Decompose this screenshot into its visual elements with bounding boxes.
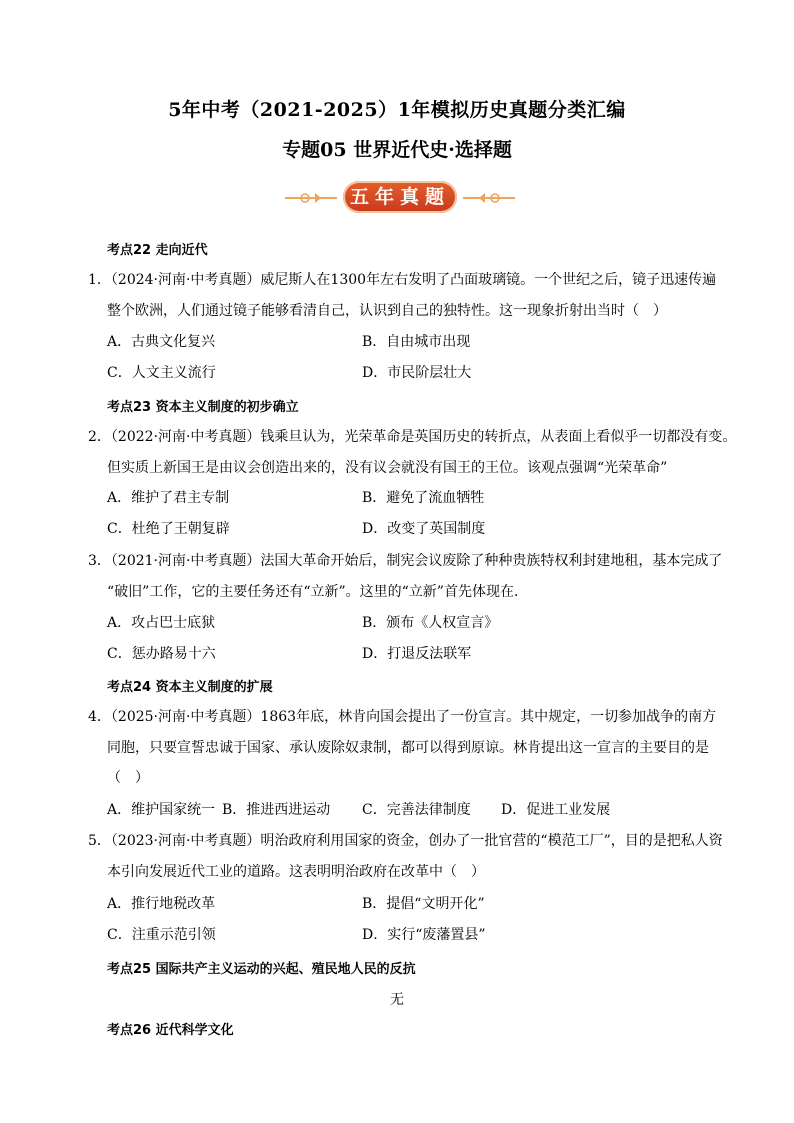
section-heading-26: 考点26 近代科学文化 — [107, 1023, 234, 1038]
banner-label: 五年真题 — [343, 181, 457, 213]
q5-option-a[interactable]: A．推行地税改革 — [107, 896, 216, 912]
q4-stem-line2: 同胞，只要宣誓忠诚于国家、承认废除奴隶制，都可以得到原谅。林肯提出这一宣言的主要目的是 — [107, 740, 709, 756]
q3-option-d[interactable]: D．打退反法联军 — [362, 646, 472, 662]
q3-option-a[interactable]: A．攻占巴士底狱 — [107, 615, 216, 631]
section-heading-22: 考点22 走向近代 — [107, 243, 208, 258]
q4-option-d[interactable]: D．促进工业发展 — [501, 802, 611, 818]
q1-stem-line1: 1．（2024·河南·中考真题）威尼斯人在1300年左右发明了凸面玻璃镜。一个世纪之后，镜子迅速传遍 — [88, 272, 717, 288]
document-title: 5年中考（2021-2025）1年模拟历史真题分类汇编 — [168, 99, 626, 121]
q4-option-b[interactable]: B．推进西进运动 — [222, 802, 331, 818]
q3-option-b[interactable]: B．颁布《人权宣言》 — [362, 615, 499, 631]
q5-option-d[interactable]: D．实行“废藩置县” — [362, 927, 486, 943]
q4-stem-line1: 4．（2025·河南·中考真题）1863年底，林肯向国会提出了一份宣言。其中规定，一切参加战争的南方 — [88, 709, 717, 725]
q1-option-d[interactable]: D．市民阶层壮大 — [362, 365, 472, 381]
section-heading-25: 考点25 国际共产主义运动的兴起、殖民地人民的反抗 — [107, 962, 416, 977]
q1-stem-line2: 整个欧洲，人们通过镜子能够看清自己，认识到自己的独特性。这一现象折射出当时（ ） — [107, 303, 667, 319]
q1-option-c[interactable]: C．人文主义流行 — [107, 365, 216, 381]
section-25-empty-note: 无 — [390, 992, 404, 1008]
q5-stem-line1: 5．（2023·河南·中考真题）明治政府利用国家的资金，创办了一批官营的“模范工厂”，目的是把私人资 — [88, 833, 723, 849]
five-year-banner — [285, 181, 515, 215]
q3-option-c[interactable]: C．惩办路易十六 — [107, 646, 216, 662]
q5-stem-line2: 本引向发展近代工业的道路。这表明明治政府在改革中（ ） — [107, 864, 485, 880]
q1-option-a[interactable]: A．古典文化复兴 — [107, 334, 216, 350]
section-heading-24: 考点24 资本主义制度的扩展 — [107, 680, 273, 695]
q5-option-c[interactable]: C．注重示范引领 — [107, 927, 216, 943]
q2-option-c[interactable]: C．杜绝了王朝复辟 — [107, 521, 230, 537]
q5-option-b[interactable]: B．提倡“文明开化” — [362, 896, 485, 912]
q2-stem-line2: 但实质上新国王是由议会创造出来的，没有议会就没有国王的王位。该观点强调“光荣革命” — [107, 460, 668, 476]
q2-stem-line1: 2．（2022·河南·中考真题）钱乘旦认为，光荣革命是英国历史的转折点，从表面上看似乎一切都没有变。 — [88, 429, 737, 445]
q2-option-a[interactable]: A．维护了君主专制 — [107, 490, 230, 506]
q4-option-a[interactable]: A．维护国家统一 — [107, 802, 216, 818]
q2-option-b[interactable]: B．避免了流血牺牲 — [362, 490, 485, 506]
document-subtitle: 专题05 世界近代史·选择题 — [282, 139, 512, 161]
q4-option-c[interactable]: C．完善法律制度 — [362, 802, 471, 818]
q3-stem-line1: 3．（2021·河南·中考真题）法国大革命开始后，制宪会议废除了种种贵族特权利封建地租，基本完成了 — [88, 553, 723, 569]
ornament-left-icon — [285, 190, 343, 206]
q1-option-b[interactable]: B．自由城市出现 — [362, 334, 471, 350]
q2-option-d[interactable]: D．改变了英国制度 — [362, 521, 486, 537]
section-heading-23: 考点23 资本主义制度的初步确立 — [107, 400, 299, 415]
ornament-right-icon — [457, 190, 515, 206]
q4-stem-line3: （ ） — [107, 770, 149, 786]
q3-stem-line2: “破旧”工作，它的主要任务还有“立新”。这里的“立新”首先体现在． — [107, 584, 528, 600]
